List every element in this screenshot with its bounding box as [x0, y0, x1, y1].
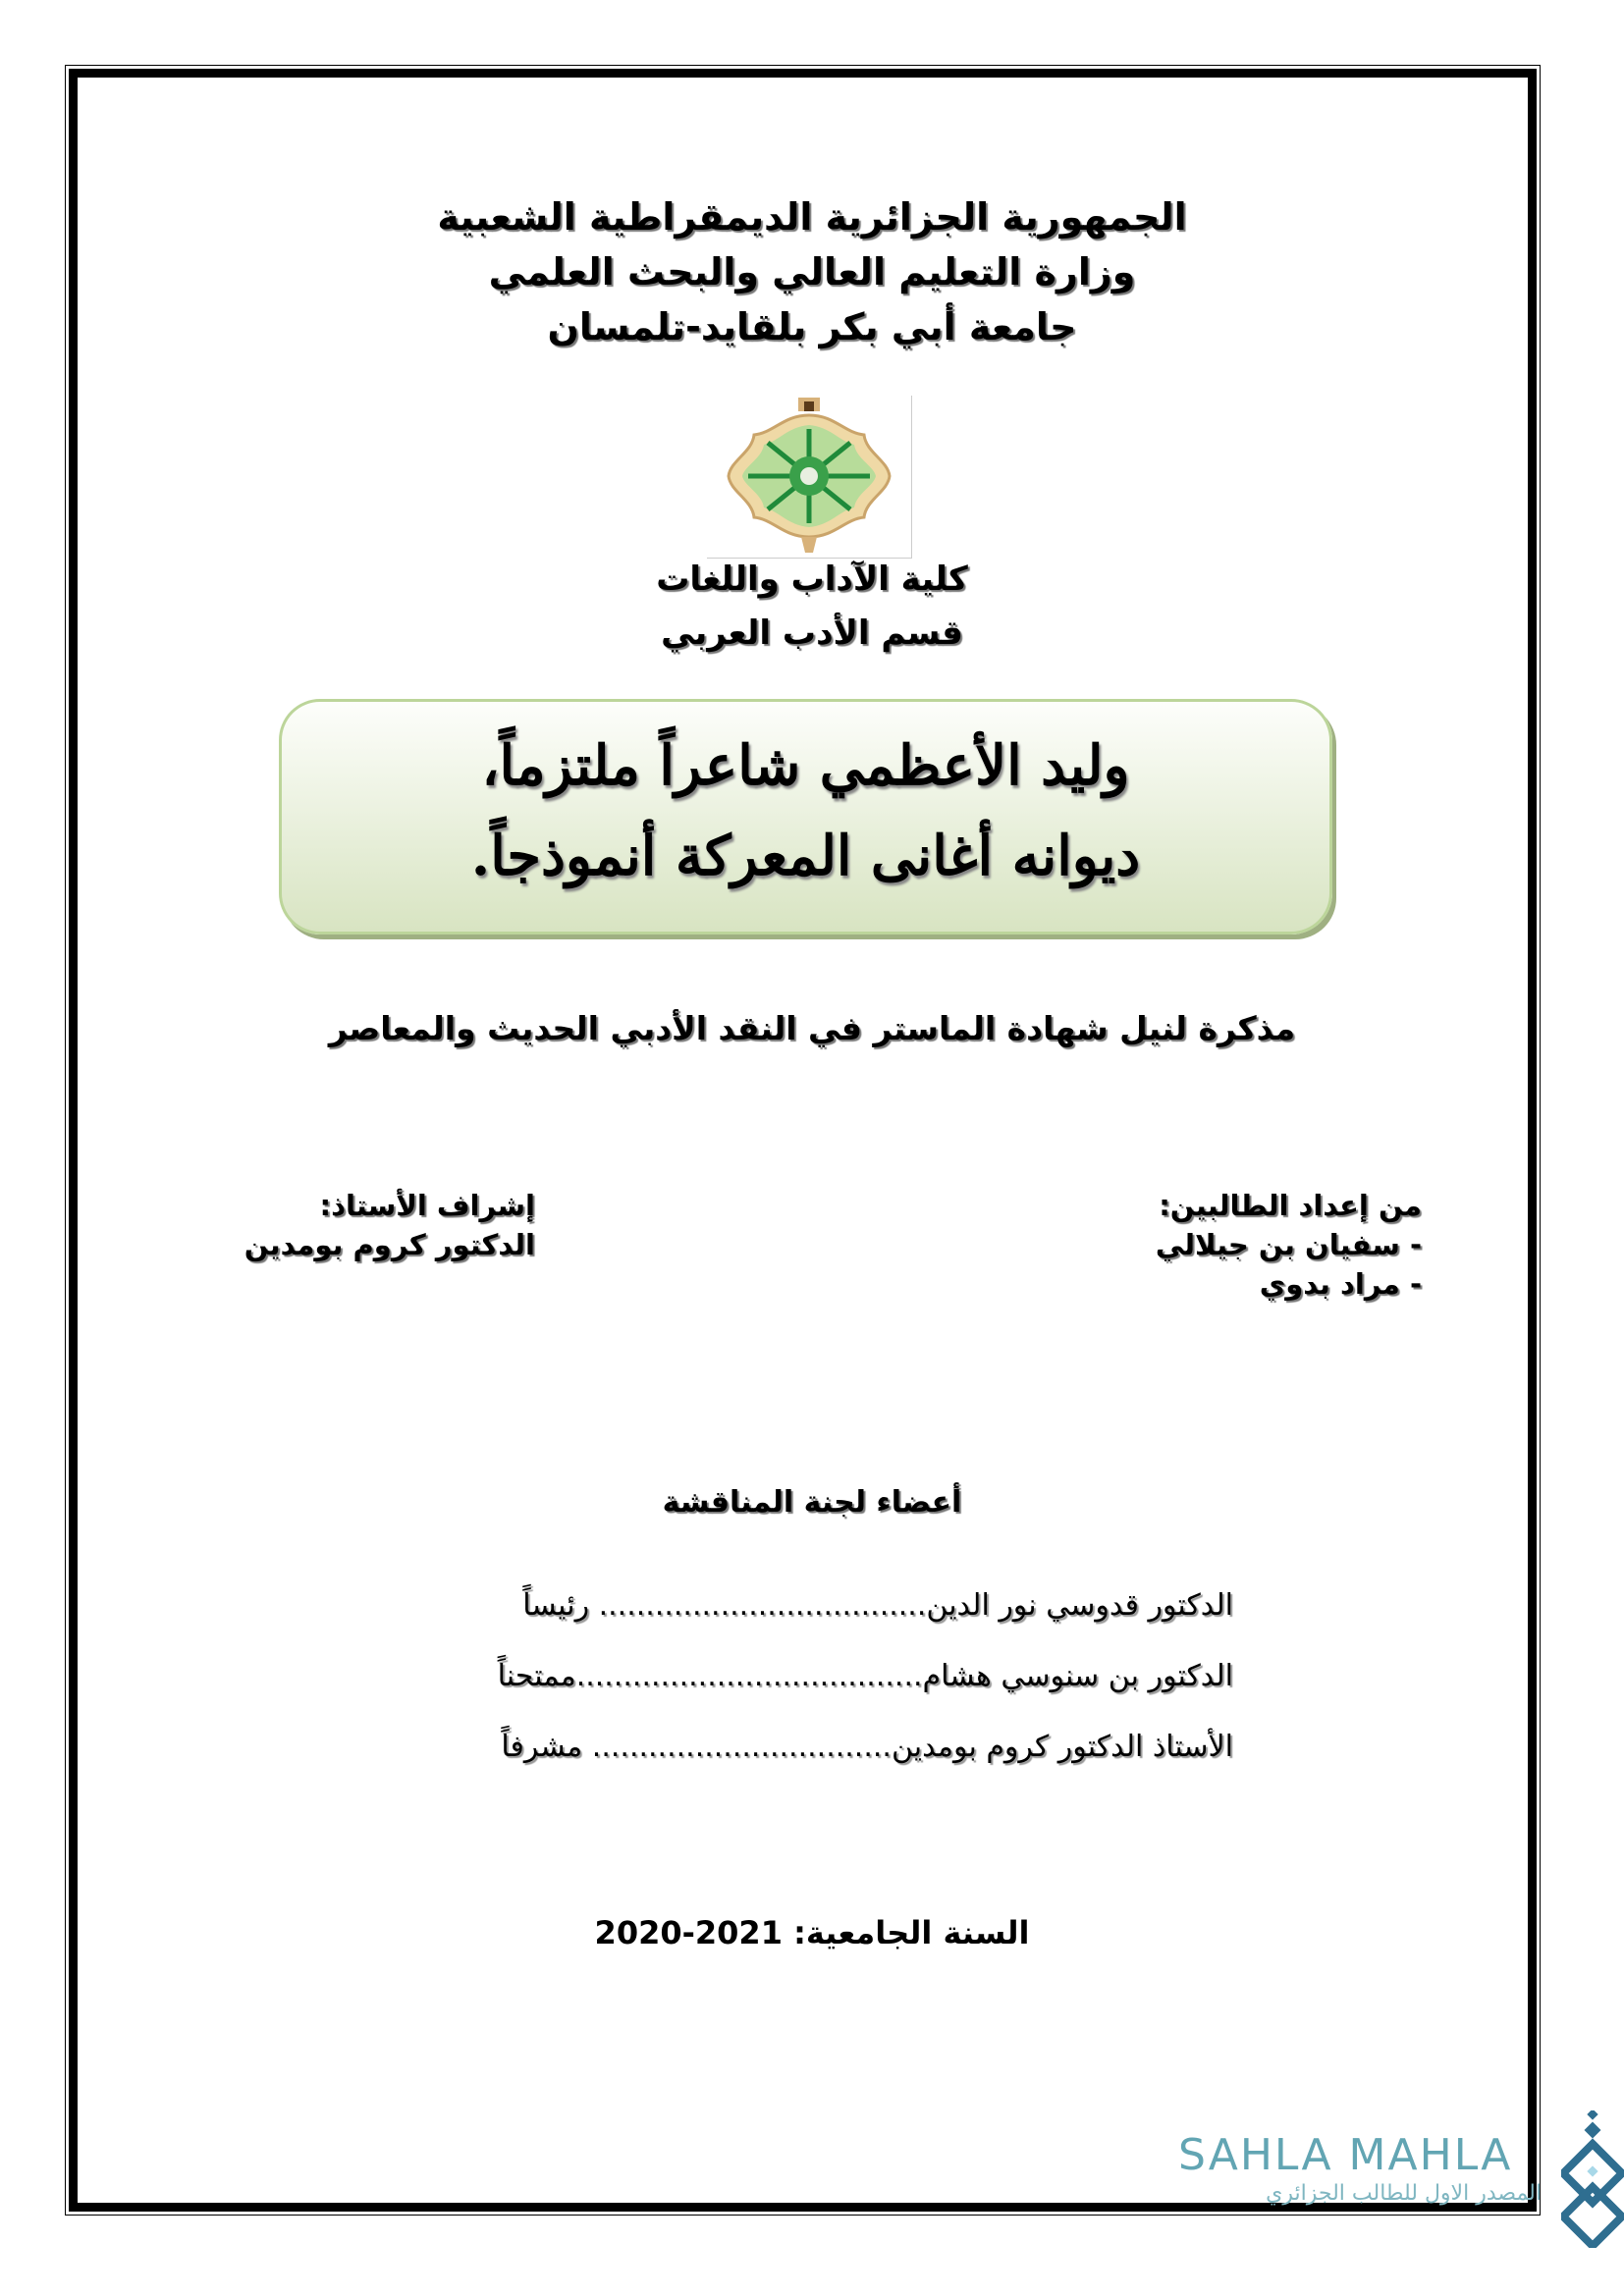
- member-dots: ................................: [591, 1730, 892, 1764]
- university-emblem-icon: [707, 396, 912, 559]
- thesis-title-line-1: وليد الأعظمي شاعراً ملتزماً،: [481, 733, 1130, 798]
- member-dots: ...................................: [598, 1588, 927, 1623]
- students-label: من إعداد الطالبين:: [1159, 1189, 1422, 1222]
- academic-year: [0, 1914, 1624, 1951]
- watermark-logo-icon: [1561, 2110, 1624, 2252]
- member-role: ممتحناً: [497, 1659, 576, 1693]
- supervisor-name: الدكتور كروم بومدين: [244, 1228, 535, 1261]
- thesis-title-line-2: ديوانه أغانى المعركة أنموذجاً.: [470, 824, 1141, 888]
- page-border-inner: [69, 69, 1537, 2212]
- watermark-tagline: المصدر الاول للطالب الجزائري: [1266, 2181, 1542, 2206]
- member-role: رئيساً: [522, 1588, 590, 1623]
- thesis-title-box: [279, 699, 1332, 934]
- committee-member: [522, 1588, 1233, 1623]
- member-name: الأستاذ الدكتور كروم بومدين: [891, 1730, 1233, 1764]
- department-name: قسم الأدب العربي: [661, 614, 963, 653]
- ministry-heading: وزارة التعليم العالي والبحث العلمي: [488, 250, 1136, 294]
- committee-member: [498, 1659, 1233, 1693]
- member-role: مشرفاً: [501, 1730, 583, 1764]
- degree-statement: مذكرة لنيل شهادة الماستر في النقد الأدبي الحديث والمعاصر: [328, 1009, 1296, 1047]
- student-name: - مراد بدوي: [1259, 1267, 1422, 1301]
- republic-heading: الجمهورية الجزائرية الديمقراطية الشعبية: [437, 195, 1187, 239]
- university-heading: جامعة أبي بكر بلقايد-تلمسان: [547, 305, 1077, 348]
- member-name: الدكتور بن سنوسي هشام: [922, 1659, 1233, 1693]
- watermark-brand: SAHLA MAHLA: [1178, 2130, 1513, 2180]
- supervisor-label: إشراف الأستاذ:: [319, 1189, 535, 1222]
- academic-year-value: 2020-2021: [594, 1914, 783, 1951]
- member-name: الدكتور قدوسي نور الدين: [926, 1588, 1233, 1623]
- committee-member: [501, 1730, 1233, 1764]
- student-name: - سفيان بن جيلالي: [1155, 1228, 1422, 1261]
- committee-title: أعضاء لجنة المناقشة: [662, 1485, 962, 1520]
- supervisor-block: [221, 1186, 535, 1264]
- academic-year-label: السنة الجامعية:: [793, 1914, 1030, 1951]
- students-block: [1009, 1186, 1422, 1304]
- member-dots: .....................................: [575, 1659, 923, 1693]
- faculty-name: كلية الآداب واللغات: [656, 560, 968, 599]
